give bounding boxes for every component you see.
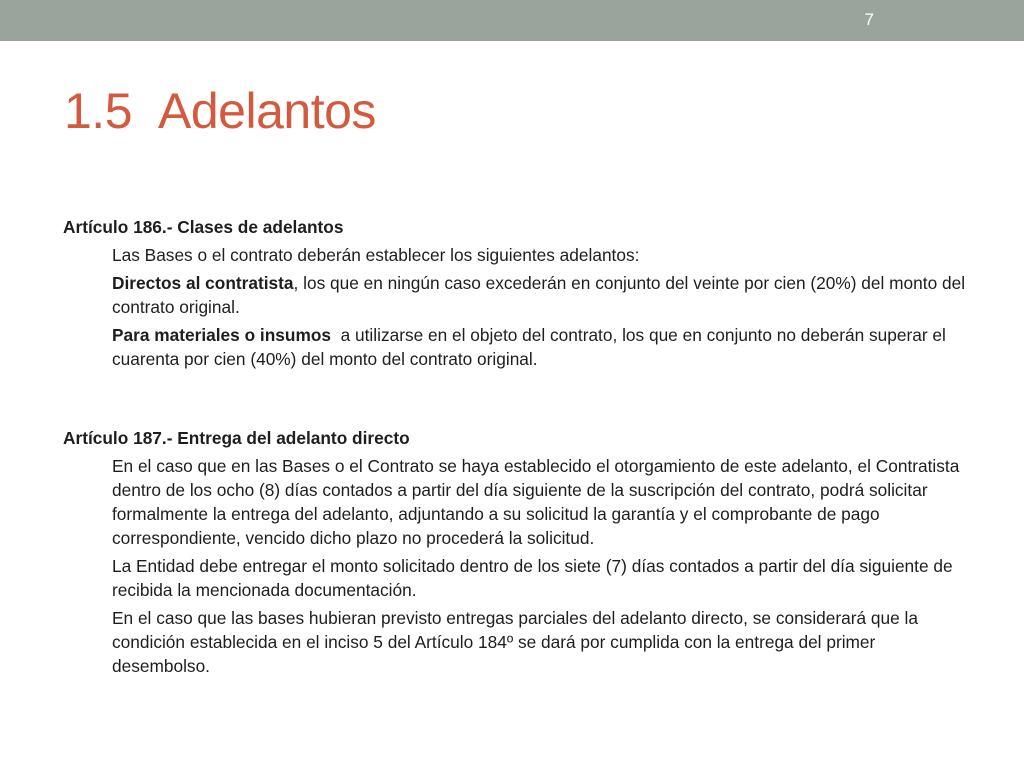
paragraph-bold: Para materiales o insumos <box>112 325 331 345</box>
title-number: 1.5 <box>64 83 133 139</box>
article-paragraph <box>112 271 973 319</box>
paragraph-text: Las Bases o el contrato deberán establecer los siguientes adelantos: <box>112 245 640 265</box>
article-heading: Artículo 186.- Clases de adelantos <box>63 217 344 237</box>
paragraph-text: En el caso que en las Bases o el Contrato se haya establecido el otorgamiento de este adelanto, el Contratista dentro de los ocho (8) días contados a partir del día siguiente de la suscripción del contrato, podrá solicitar formalmente la entrega del adelanto, adjuntando a su solicitud la garantía y el comprobante de pago correspondiente, vencido dicho plazo no procederá la solicitud. <box>112 456 960 548</box>
paragraph-text: La Entidad debe entregar el monto solicitado dentro de los siete (7) días contados a partir del día siguiente de recibida la mencionada documentación. <box>112 556 953 600</box>
paragraph-text: , los que en ningún caso excederán en conjunto del veinte por cien (20%) del monto del contrato original. <box>112 273 966 317</box>
slide-title <box>64 82 376 140</box>
article-187 <box>63 426 973 678</box>
paragraph-bold: Directos al contratista <box>112 273 294 293</box>
slide-number: 7 <box>864 10 874 29</box>
article-186 <box>63 215 973 371</box>
article-paragraph <box>112 243 973 267</box>
article-paragraph <box>112 323 973 371</box>
article-heading: Artículo 187.- Entrega del adelanto directo <box>63 428 410 448</box>
article-paragraph <box>112 606 973 678</box>
title-text: Adelantos <box>158 83 376 139</box>
paragraph-text: a utilizarse en el objeto del contrato, los que en conjunto no deberán superar el cuarenta por cien (40%) del monto del contrato original. <box>112 325 951 369</box>
header-bar <box>0 0 1024 41</box>
article-paragraph <box>112 554 973 602</box>
article-paragraph <box>112 454 973 550</box>
slide-body <box>63 215 973 678</box>
paragraph-text: En el caso que las bases hubieran previsto entregas parciales del adelanto directo, se considerará que la condición establecida en el inciso 5 del Artículo 184º se dará por cumplida con la entrega del primer desembolso. <box>112 608 918 676</box>
